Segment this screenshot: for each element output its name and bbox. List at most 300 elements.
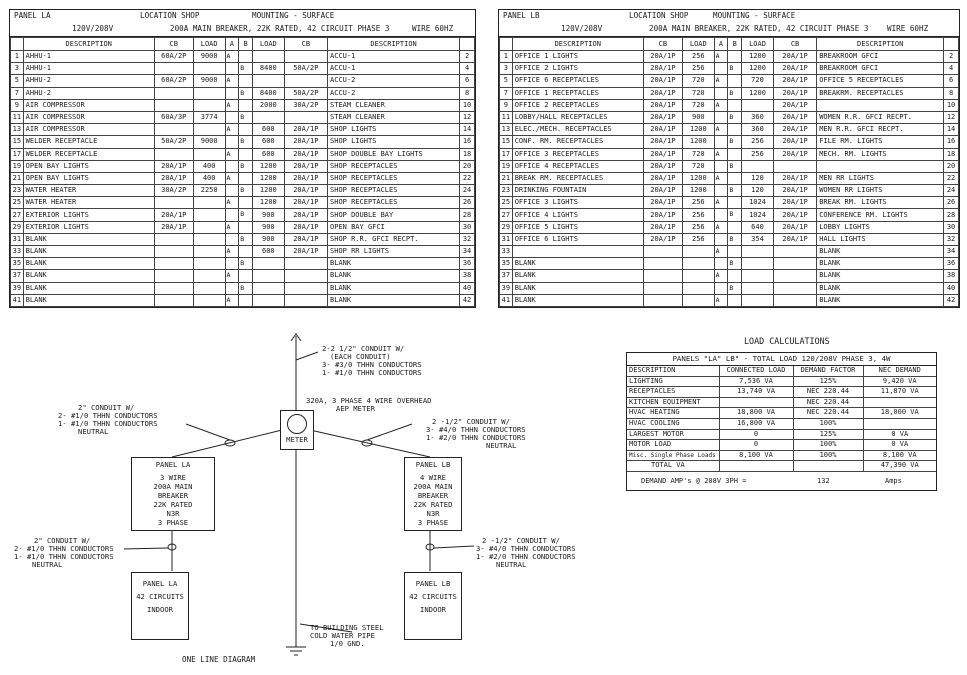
circuit-number: 39	[11, 282, 24, 294]
note-line: 1- #1/0 THHN CONDUCTORS	[58, 419, 158, 428]
phase-b: B	[728, 111, 742, 123]
note-line: 2- #1/0 THHN CONDUCTORS	[58, 411, 158, 420]
note-line: 2" CONDUIT W/	[78, 403, 135, 412]
left-description: BLANK	[23, 258, 154, 270]
note-line: AEP METER	[336, 404, 375, 413]
phase-b: B	[728, 63, 742, 75]
col-load: LOAD	[682, 38, 714, 51]
panel-name: PANEL LB	[503, 11, 540, 20]
right-description: BLANK	[817, 282, 944, 294]
circuit-number: 42	[944, 294, 959, 306]
circuit-number: 42	[460, 294, 475, 306]
phase-a: A	[225, 148, 239, 160]
circuit-number: 28	[460, 209, 475, 221]
load-calc-connected: 13,740 VA	[719, 387, 793, 398]
left-breaker: 20A/1P	[154, 221, 193, 233]
ground-note	[310, 624, 384, 648]
right-breaker: 20A/1P	[773, 172, 816, 184]
panel-spec: 200A MAIN	[153, 482, 193, 491]
panel-location: LOCATION SHOP	[629, 11, 689, 20]
circuit-number: 11	[500, 111, 513, 123]
right-breaker: 20A/1P	[284, 136, 327, 148]
phase-a: A	[714, 148, 728, 160]
load-calc-factor: 100%	[793, 418, 863, 429]
phase-a: A	[225, 51, 239, 63]
right-load: 900	[252, 209, 284, 221]
circuit-number: 22	[460, 172, 475, 184]
note-line: 1- #2/0 THHN CONDUCTORS	[426, 433, 526, 442]
circuit-number: 9	[11, 99, 24, 111]
service-conduit-leader	[296, 352, 318, 360]
demand-label: DEMAND AMP's @ 208V 3PH =	[641, 476, 747, 485]
phase-b: B	[239, 136, 253, 148]
circuit-number: 2	[944, 51, 959, 63]
load-calc-desc: LARGEST MOTOR	[627, 429, 719, 440]
left-load: 9000	[193, 75, 225, 87]
service-note	[306, 397, 432, 413]
phase-a: A	[714, 197, 728, 209]
right-load: 1200	[252, 160, 284, 172]
left-load: 720	[682, 160, 714, 172]
circuit-number: 20	[944, 160, 959, 172]
conduit-la-leader	[186, 424, 230, 440]
phase-b: B	[728, 233, 742, 245]
circuit-number: 33	[500, 246, 513, 258]
circuit-number: 18	[460, 148, 475, 160]
left-load: 256	[682, 233, 714, 245]
right-description: FILE RM. LIGHTS	[817, 136, 944, 148]
circuit-number: 39	[500, 282, 513, 294]
panel-mounting: MOUNTING - SURFACE	[713, 11, 796, 20]
circuit-number: 15	[500, 136, 513, 148]
right-breaker: 20A/1P	[284, 160, 327, 172]
circuit-number: 13	[500, 124, 513, 136]
right-description: BREAK RM. LIGHTS	[817, 197, 944, 209]
panel-location: LOCATION SHOP	[140, 11, 200, 20]
load-calc-demand: 8,100 VA	[863, 450, 936, 461]
phase-b: B	[728, 185, 742, 197]
note-line: TO BUILDING STEEL	[310, 623, 384, 632]
col-description: DESCRIPTION	[23, 38, 154, 51]
feeder-lb-lower-note	[476, 537, 576, 569]
circuit-number: 3	[500, 63, 513, 75]
right-description: SHOP R.R. GFCI RECPT.	[328, 233, 460, 245]
left-breaker: 30A/2P	[154, 185, 193, 197]
right-description: SHOP LIGHTS	[328, 124, 460, 136]
right-breaker: 20A/1P	[284, 148, 327, 160]
left-breaker: 20A/1P	[643, 172, 682, 184]
circuit-number: 13	[11, 124, 24, 136]
note-line: 3- #4/0 THHN CONDUCTORS	[476, 544, 576, 553]
diagram-title: ONE LINE DIAGRAM	[182, 655, 256, 664]
panel-spec: INDOOR	[420, 605, 446, 614]
circuit-number: 4	[460, 63, 475, 75]
circuit-number: 29	[11, 221, 24, 233]
panel-title: PANEL LA	[142, 579, 178, 588]
meter-icon	[287, 414, 307, 434]
panel-spec: 42 CIRCUITS	[136, 592, 184, 601]
panel-spec: N3R	[426, 509, 440, 518]
left-breaker: 60A/3P	[154, 111, 193, 123]
meter-label: METER	[286, 435, 308, 444]
left-breaker: 20A/1P	[643, 99, 682, 111]
right-description: SHOP RECEPTACLES	[328, 160, 460, 172]
left-description: BLANK	[23, 233, 154, 245]
right-breaker: 20A/1P	[773, 148, 816, 160]
note-line: 1- #1/0 THHN CONDUCTORS	[14, 552, 114, 561]
right-description: MECH. RM. LIGHTS	[817, 148, 944, 160]
left-load: 900	[682, 111, 714, 123]
right-breaker: 20A/1P	[773, 111, 816, 123]
phase-b: B	[239, 111, 253, 123]
left-breaker: 20A/1P	[154, 172, 193, 184]
load-calc-connected: 7,536 VA	[719, 376, 793, 387]
note-line: NEUTRAL	[486, 441, 517, 450]
col-phase-a: A	[714, 38, 728, 51]
phase-b: B	[728, 87, 742, 99]
left-description: BLANK	[23, 294, 154, 306]
phase-a: A	[714, 270, 728, 282]
left-description: BREAK RM. RECEPTACLES	[512, 172, 643, 184]
col-cb: CB	[154, 38, 193, 51]
left-breaker: 20A/1P	[643, 160, 682, 172]
circuit-number: 24	[944, 185, 959, 197]
note-line: 2 -1/2" CONDUIT W/	[432, 417, 510, 426]
load-calc-desc: RECEPTACLES	[627, 387, 719, 398]
left-breaker: 20A/1P	[643, 51, 682, 63]
left-breaker: 20A/1P	[643, 221, 682, 233]
left-load: 720	[682, 99, 714, 111]
right-load: 1024	[742, 209, 774, 221]
right-description: OPEN BAY GFCI	[328, 221, 460, 233]
left-description: AIR COMPRESSOR	[23, 124, 154, 136]
circuit-number: 4	[944, 63, 959, 75]
panel-spec: N3R	[166, 509, 180, 518]
panel-title: PANEL LB	[415, 579, 451, 588]
circuit-number: 30	[944, 221, 959, 233]
phase-a: A	[225, 99, 239, 111]
left-description: WELDER RECEPTACLE	[23, 148, 154, 160]
feeder-lb	[310, 430, 430, 457]
load-calc-factor: NEC 220.44	[793, 408, 863, 419]
left-description: BLANK	[512, 282, 643, 294]
phase-a: A	[714, 75, 728, 87]
circuit-number: 2	[460, 51, 475, 63]
right-description: ACCU-1	[328, 63, 460, 75]
circuit-number: 37	[11, 270, 24, 282]
load-calc-demand: 9,420 VA	[863, 376, 936, 387]
phase-a: A	[225, 246, 239, 258]
circuit-number: 35	[11, 258, 24, 270]
circuit-number: 27	[500, 209, 513, 221]
right-breaker: 20A/1P	[773, 209, 816, 221]
main-panel-lb	[404, 457, 462, 531]
demand-unit: Amps	[885, 476, 902, 485]
circuit-number: 14	[944, 124, 959, 136]
phase-a: A	[714, 221, 728, 233]
left-load: 400	[193, 172, 225, 184]
note-line: 2 -1/2" CONDUIT W/	[482, 536, 560, 545]
right-breaker: 20A/1P	[773, 233, 816, 245]
panel-spec: BREAKER	[157, 491, 189, 500]
right-description: SHOP DOUBLE BAY LIGHTS	[328, 148, 460, 160]
panel-spec: 3 PHASE	[157, 518, 189, 527]
circuit-number: 8	[944, 87, 959, 99]
right-load: 1024	[742, 197, 774, 209]
phase-a: A	[225, 221, 239, 233]
right-description: SHOP RECEPTACLES	[328, 172, 460, 184]
right-load: 600	[252, 148, 284, 160]
left-load: 256	[682, 51, 714, 63]
left-description: OFFICE 3 LIGHTS	[512, 197, 643, 209]
circuit-number: 5	[11, 75, 24, 87]
right-load: 8400	[252, 63, 284, 75]
right-breaker: 20A/1P	[773, 124, 816, 136]
left-description: OFFICE 6 RECEPTACLES	[512, 75, 643, 87]
circuit-number: 36	[460, 258, 475, 270]
phase-a: A	[714, 51, 728, 63]
right-breaker: 20A/1P	[284, 209, 327, 221]
panel-ratings: 200A MAIN BREAKER, 22K RATED, 42 CIRCUIT PHASE 3	[170, 24, 390, 33]
phase-a: A	[225, 172, 239, 184]
circuit-number: 18	[944, 148, 959, 160]
load-calc-title: PANELS "LA" LB" - TOTAL LOAD 120/208V PHASE 3, 4W	[627, 353, 936, 366]
right-description: MEN RR LIGHTS	[817, 172, 944, 184]
panel-spec: 4 WIRE	[420, 473, 446, 482]
circuit-number: 1	[11, 51, 24, 63]
left-breaker: 20A/1P	[643, 124, 682, 136]
right-load: 360	[742, 111, 774, 123]
circuit-number: 31	[11, 233, 24, 245]
phase-a: A	[714, 246, 728, 258]
right-description: BLANK	[328, 270, 460, 282]
phase-a: A	[225, 270, 239, 282]
circuit-number: 34	[460, 246, 475, 258]
left-description: BLANK	[23, 246, 154, 258]
right-load: 1200	[252, 185, 284, 197]
right-description: BREAKROOM GFCI	[817, 63, 944, 75]
right-load: 354	[742, 233, 774, 245]
right-load: 640	[742, 221, 774, 233]
right-load: 1200	[252, 172, 284, 184]
phase-b: B	[239, 63, 253, 75]
right-breaker: 20A/1P	[773, 99, 816, 111]
circuit-number: 22	[944, 172, 959, 184]
note-line: 1- #2/0 THHN CONDUCTORS	[476, 552, 576, 561]
panel-spec: BREAKER	[417, 491, 449, 500]
right-description: BLANK	[328, 282, 460, 294]
circuit-number: 16	[460, 136, 475, 148]
circuit-number: 7	[11, 87, 24, 99]
feeder-la	[172, 430, 282, 457]
left-breaker: 20A/1P	[643, 233, 682, 245]
feeder-la-note	[58, 404, 158, 436]
circuit-number: 16	[944, 136, 959, 148]
left-description: BLANK	[23, 282, 154, 294]
left-description: BLANK	[512, 258, 643, 270]
right-breaker: 20A/1P	[773, 197, 816, 209]
left-description: BLANK	[512, 294, 643, 306]
phase-b: B	[728, 282, 742, 294]
note-line: NEUTRAL	[78, 427, 109, 436]
circuit-number: 27	[11, 209, 24, 221]
main-panel-la	[131, 457, 215, 531]
right-load: 8400	[252, 87, 284, 99]
left-description: OFFICE 4 RECEPTACLES	[512, 160, 643, 172]
phase-a: A	[225, 124, 239, 136]
col-description: DESCRIPTION	[512, 38, 643, 51]
circuit-number: 23	[11, 185, 24, 197]
phase-b: B	[239, 87, 253, 99]
col-phase-b: B	[239, 38, 253, 51]
circuit-number: 29	[500, 221, 513, 233]
col-phase-a: A	[225, 38, 239, 51]
phase-b: B	[728, 160, 742, 172]
load-calc-factor: NEC 220.44	[793, 387, 863, 398]
right-description: MEN R.R. GFCI RECPT.	[817, 124, 944, 136]
circuit-number: 3	[11, 63, 24, 75]
right-breaker: 20A/1P	[284, 185, 327, 197]
right-breaker: 20A/1P	[284, 221, 327, 233]
left-load: 1200	[682, 124, 714, 136]
right-load: 2000	[252, 99, 284, 111]
phase-b: B	[728, 209, 742, 221]
left-breaker: 20A/1P	[643, 148, 682, 160]
right-load: 720	[742, 75, 774, 87]
load-calc-desc: Misc. Single Phase Loads	[627, 450, 719, 461]
load-calc-demand: 47,390 VA	[863, 461, 936, 472]
circuit-number: 5	[500, 75, 513, 87]
left-description: AIR COMPRESSOR	[23, 111, 154, 123]
circuit-number: 36	[944, 258, 959, 270]
left-description: WATER HEATER	[23, 197, 154, 209]
note-line: NEUTRAL	[32, 560, 63, 569]
load-calc-demand: 11,870 VA	[863, 387, 936, 398]
circuit-number: 12	[944, 111, 959, 123]
left-description: OFFICE 4 LIGHTS	[512, 209, 643, 221]
right-load: 120	[742, 172, 774, 184]
left-breaker: 60A/2P	[154, 51, 193, 63]
circuit-number: 14	[460, 124, 475, 136]
circuit-number: 38	[460, 270, 475, 282]
left-breaker: 20A/1P	[643, 111, 682, 123]
right-description: SHOP RECEPTACLES	[328, 197, 460, 209]
circuit-number: 19	[11, 160, 24, 172]
right-breaker: 20A/1P	[773, 136, 816, 148]
note-line: 2" CONDUIT W/	[34, 536, 91, 545]
circuit-number: 40	[460, 282, 475, 294]
right-description: BLANK	[328, 258, 460, 270]
right-breaker: 20A/1P	[284, 246, 327, 258]
right-description: BLANK	[817, 270, 944, 282]
right-description: OFFICE 5 RECEPTACLES	[817, 75, 944, 87]
left-description: OPEN BAY LIGHTS	[23, 160, 154, 172]
circuit-number: 35	[500, 258, 513, 270]
right-description: SHOP LIGHTS	[328, 136, 460, 148]
demand-value: 132	[817, 476, 830, 485]
load-calc-connected: 18,800 VA	[719, 408, 793, 419]
circuit-number: 21	[500, 172, 513, 184]
right-load: 900	[252, 221, 284, 233]
phase-b: B	[728, 136, 742, 148]
panel-voltage: 120V/208V	[72, 24, 114, 33]
right-description: BLANK	[817, 246, 944, 258]
left-load: 9000	[193, 136, 225, 148]
load-calc-factor: 100%	[793, 450, 863, 461]
load-calc-desc: HVAC COOLING	[627, 418, 719, 429]
load-calc-demand: 0 VA	[863, 440, 936, 451]
circuit-number: 12	[460, 111, 475, 123]
load-calc-factor: 125%	[793, 376, 863, 387]
phase-b: B	[239, 282, 253, 294]
left-breaker: 20A/1P	[154, 209, 193, 221]
load-calc-factor: 100%	[793, 440, 863, 451]
left-description: WELDER RECEPTACLE	[23, 136, 154, 148]
right-description: WOMEN RR LIGHTS	[817, 185, 944, 197]
circuit-number: 11	[11, 111, 24, 123]
circuit-number: 7	[500, 87, 513, 99]
col-demand-factor: DEMAND FACTOR	[793, 366, 863, 376]
panel-title: PANEL LA	[155, 460, 191, 469]
left-description: OFFICE 2 LIGHTS	[512, 63, 643, 75]
load-calc-connected: 0	[719, 429, 793, 440]
note-line: 2- #1/0 THHN CONDUCTORS	[14, 544, 114, 553]
left-description: EXTERIOR LIGHTS	[23, 209, 154, 221]
left-description: OFFICE 2 RECEPTACLES	[512, 99, 643, 111]
phase-b: B	[239, 160, 253, 172]
circuit-number: 10	[944, 99, 959, 111]
left-description: CONF. RM. RECEPTACLES	[512, 136, 643, 148]
load-calc-desc: MOTOR LOAD	[627, 440, 719, 451]
phase-a: A	[714, 124, 728, 136]
sub-panel-lb	[404, 572, 462, 640]
right-description: HALL LIGHTS	[817, 233, 944, 245]
panel-spec: 42 CIRCUITS	[409, 592, 457, 601]
right-description: BLANK	[328, 294, 460, 306]
phase-b: B	[239, 185, 253, 197]
load-calc-desc: HVAC HEATING	[627, 408, 719, 419]
circuit-number: 32	[460, 233, 475, 245]
left-load: 1200	[682, 136, 714, 148]
phase-a: A	[714, 99, 728, 111]
phase-b: B	[728, 258, 742, 270]
right-description: STEAM CLEANER	[328, 99, 460, 111]
panel-mounting: MOUNTING - SURFACE	[252, 11, 335, 20]
panel-name: PANEL LA	[14, 11, 51, 20]
right-load: 120	[742, 185, 774, 197]
circuit-number: 32	[944, 233, 959, 245]
right-breaker: 20A/1P	[284, 124, 327, 136]
left-description: OFFICE 1 RECEPTACLES	[512, 87, 643, 99]
load-calc-connected: 0	[719, 440, 793, 451]
circuit-number: 15	[11, 136, 24, 148]
right-breaker: 20A/1P	[773, 75, 816, 87]
right-description: CONFERENCE RM. LIGHTS	[817, 209, 944, 221]
load-calc-desc: TOTAL VA	[627, 461, 719, 472]
left-description: BLANK	[23, 270, 154, 282]
left-description: EXTERIOR LIGHTS	[23, 221, 154, 233]
right-load: 256	[742, 136, 774, 148]
circuit-number: 41	[500, 294, 513, 306]
load-calc-desc: LIGHTING	[627, 376, 719, 387]
right-load: 600	[252, 246, 284, 258]
circuit-number: 23	[500, 185, 513, 197]
circuit-number: 19	[500, 160, 513, 172]
load-calc-demand: 18,000 VA	[863, 408, 936, 419]
left-description: DRINKING FOUNTAIN	[512, 185, 643, 197]
right-description: BREAKROOM GFCI	[817, 51, 944, 63]
note-line: 3- #4/0 THHN CONDUCTORS	[426, 425, 526, 434]
